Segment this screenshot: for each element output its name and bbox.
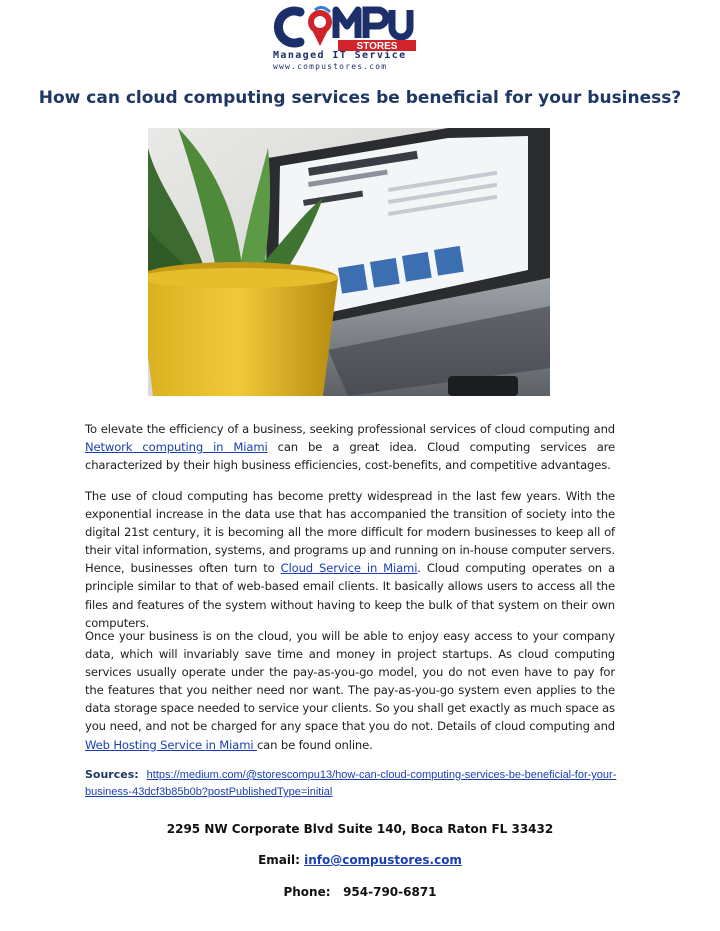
paragraph-3-text-b: can be found online. (256, 737, 373, 752)
article-image (148, 128, 550, 396)
logo-mark-icon (270, 2, 420, 52)
paragraph-3 (85, 627, 615, 754)
plant-laptop-illustration (148, 128, 550, 396)
paragraph-1 (85, 420, 615, 474)
footer-address: 2295 NW Corporate Blvd Suite 140, Boca Raton FL 33432 (166, 822, 554, 836)
phone-number: 954-790-6871 (343, 885, 437, 899)
logo-stores-text: STORES (356, 41, 398, 52)
paragraph-1-text-b: can be a great idea. Cloud computing services are characterized by their high business efficiencies, cost-benefits, and competitive advantages. (85, 440, 615, 473)
sources (85, 766, 625, 801)
network-computing-link[interactable]: Network computing in Miami (85, 440, 268, 455)
paragraph-3-text-a: Once your business is on the cloud, you will be able to enjoy easy access to your company data, which will invariably save time and money in project startups. As cloud computing services usually operate under the pay-as-you-go model, you do not even have to pay for the features that you neither need nor want. The pay-as-you-go system even applies to the data storage space needed to service your clients. So you shall get exactly as much space as you need, and not be charged for any space that you do not. Details of cloud computing and (85, 629, 615, 734)
paragraph-2-text-a: The use of cloud computing has become pretty widespread in the last few years. With the exponential increase in the data use that has accompanied the transition of society into the digital 21st century, it is becoming all the more difficult for modern businesses to keep all of their vital information, systems, and programs up and running on in-house computer servers. Hence, businesses often turn to (85, 489, 615, 576)
article-title: How can cloud computing services be beneficial for your business? (38, 88, 682, 108)
logo-tagline: Managed IT Service (273, 50, 407, 61)
footer-phone (0, 885, 720, 899)
cloud-service-link[interactable]: Cloud Service in Miami (280, 561, 418, 576)
sources-link[interactable]: https://medium.com/@storescompu13/how-can-cloud-computing-services-be-beneficial-for-your-business-43dcf3b85b0b?postPublishedType=initial (85, 769, 617, 798)
footer-email (0, 853, 720, 867)
logo-website: www.compustores.com (273, 62, 388, 71)
paragraph-1-text-a: To elevate the efficiency of a business, seeking professional services of cloud computing and (85, 422, 615, 436)
phone-label: Phone: (283, 885, 331, 899)
web-hosting-link[interactable]: Web Hosting Service in Miami (85, 737, 257, 752)
paragraph-2 (85, 487, 615, 632)
email-label: Email: (258, 853, 305, 867)
email-link[interactable]: info@compustores.com (304, 853, 462, 867)
sources-label: Sources: (85, 768, 139, 781)
paragraph-2-text-b: . Cloud computing operates on a principle similar to that of web-based email clients. It basically allows users to access all the files and features of the system without having to keep the bulk of that system on their own computers. (85, 561, 615, 630)
